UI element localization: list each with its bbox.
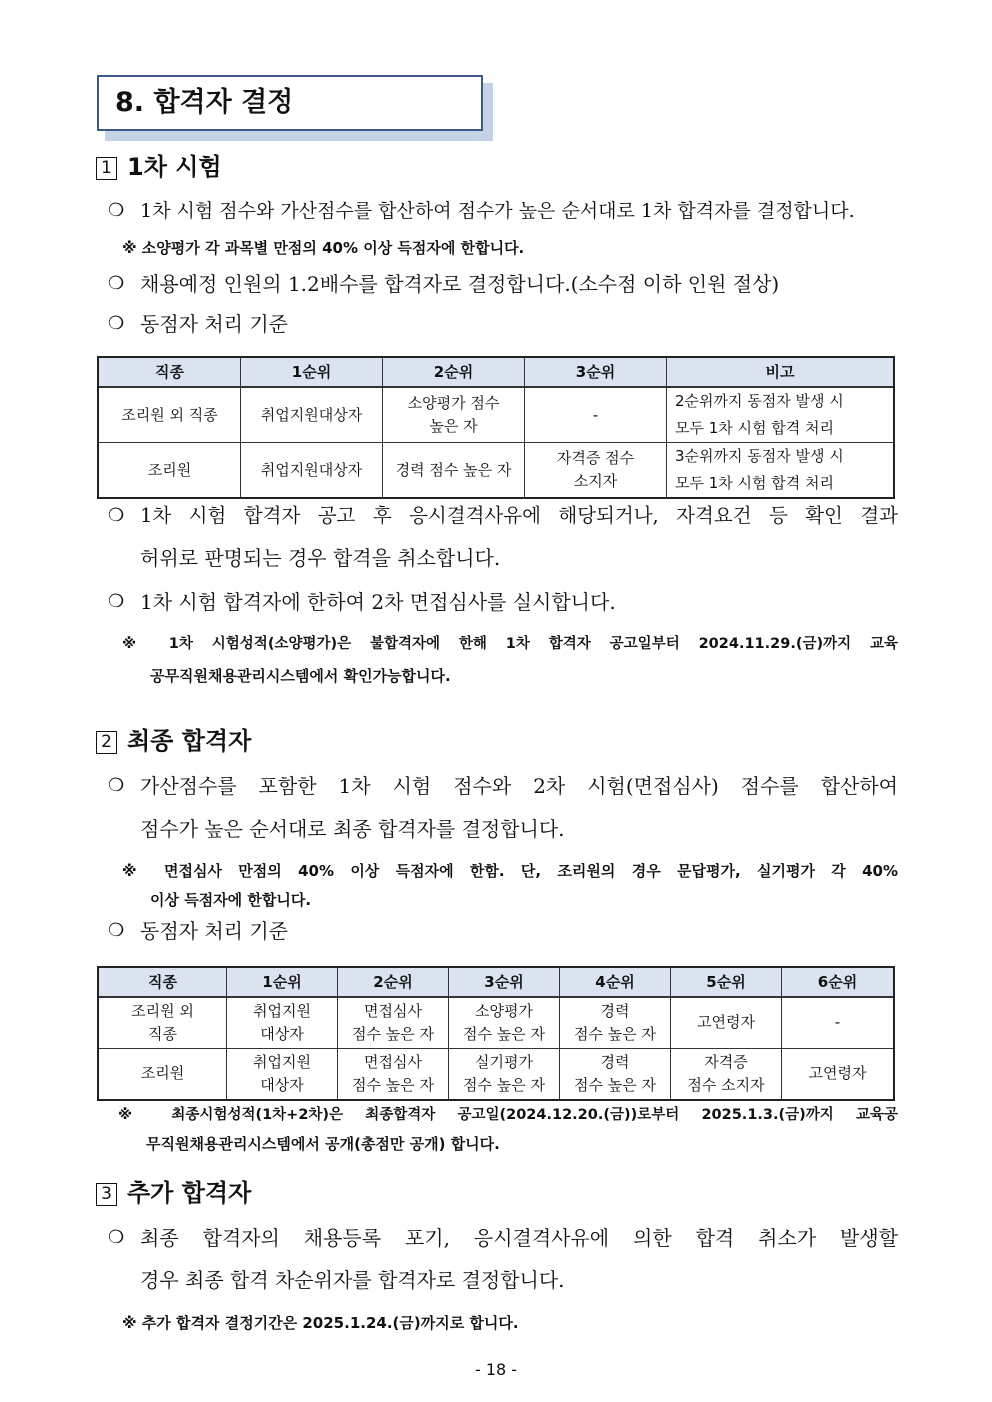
table-row <box>99 1048 894 1099</box>
table-header: 3순위 <box>449 968 560 998</box>
table-cell: - <box>525 387 667 443</box>
cell-line: 대상자 <box>260 1024 304 1043</box>
note: ※ 1차 시험성적(소양평가)은 불합격자에 한해 1차 합격자 공고일부터 2024.11.29.(금)까지 교육 <box>122 636 898 652</box>
bullet-text: 경우 최종 합격 차순위자를 합격자로 결정합니다. <box>140 1268 565 1292</box>
bullet-text: 점수가 높은 순서대로 최종 합격자를 결정합니다. <box>140 817 565 841</box>
note-continuation: 이상 득점자에 한합니다. <box>150 891 312 909</box>
table-cell <box>525 443 667 498</box>
subsection-heading-1 <box>96 152 222 182</box>
table-header: 5순위 <box>671 968 782 998</box>
cell-line: 자격증 점수 <box>556 449 635 467</box>
note: ※ 추가 합격자 결정기간은 2025.1.24.(금)까지로 합니다. <box>122 1314 519 1332</box>
table-cell <box>667 443 894 498</box>
bullet-mark: ❍ <box>108 200 125 221</box>
table-cell: 취업지원대상자 <box>241 443 383 498</box>
table-cell: 취업지원대상자 <box>241 387 383 443</box>
bullet-text: 채용예정 인원의 1.2배수를 합격자로 결정합니다.(소수점 이하 인원 절상) <box>140 272 780 296</box>
table-header: 6순위 <box>782 968 894 998</box>
table-cell <box>449 997 560 1048</box>
bullet-mark: ❍ <box>108 591 125 612</box>
cell-line: 자격증 <box>704 1052 748 1071</box>
table-cell <box>227 1048 338 1099</box>
table-cell: 경력 점수 높은 자 <box>383 443 525 498</box>
cell-line: 3순위까지 동점자 발생 시 <box>675 447 844 465</box>
subsection-number: 1 <box>96 157 117 180</box>
bullet-mark: ❍ <box>108 273 125 294</box>
cell-line: 높은 자 <box>429 417 478 435</box>
bullet-text: 1차 시험 합격자에 한하여 2차 면접심사를 실시합니다. <box>140 590 616 614</box>
cell-line: 실기평가 <box>475 1052 533 1071</box>
cell-line: 점수 높은 자 <box>352 1024 434 1043</box>
cell-line: 소양평가 <box>475 1001 533 1020</box>
table-header: 2순위 <box>383 358 525 388</box>
table-header: 4순위 <box>560 968 671 998</box>
cell-line: 조리원 외 <box>131 1001 194 1020</box>
table-row <box>99 997 894 1048</box>
table-cell: 조리원 <box>99 443 241 498</box>
table-cell: 조리원 <box>99 1048 227 1099</box>
bullet-mark: ❍ <box>108 920 125 941</box>
table-cell: 고연령자 <box>782 1048 894 1099</box>
cell-line: 점수 소지자 <box>687 1075 765 1094</box>
cell-line: 대상자 <box>260 1075 304 1094</box>
table-header: 3순위 <box>525 358 667 388</box>
page-number: - 18 - <box>474 1360 518 1379</box>
table-row <box>99 443 894 498</box>
table-cell <box>667 387 894 443</box>
bullet-text: 최종 합격자의 채용등록 포기, 응시결격사유에 의한 합격 취소가 발생할 <box>140 1226 898 1250</box>
table-header-row <box>99 968 894 998</box>
cell-line: 모두 1차 시험 합격 처리 <box>675 419 835 437</box>
table-header: 비고 <box>667 358 894 388</box>
table-cell <box>338 997 449 1048</box>
table-header: 직종 <box>99 968 227 998</box>
tiebreak-table-1 <box>98 357 894 498</box>
subsection-title: 1차 시험 <box>127 153 222 181</box>
table-cell: 고연령자 <box>671 997 782 1048</box>
table-cell: 조리원 외 직종 <box>99 387 241 443</box>
cell-line: 직종 <box>148 1024 177 1043</box>
note-continuation: 공무직원채용관리시스템에서 확인가능합니다. <box>150 667 451 685</box>
cell-line: 경력 <box>600 1052 630 1071</box>
cell-line: 점수 높은 자 <box>463 1075 545 1094</box>
note: ※ 소양평가 각 과목별 만점의 40% 이상 득점자에 한합니다. <box>122 239 525 257</box>
note: ※ 면접심사 만점의 40% 이상 득점자에 한함. 단, 조리원의 경우 문답평가, 실기평가 각 40% <box>122 862 898 880</box>
cell-line: 점수 높은 자 <box>463 1024 545 1043</box>
cell-line: 경력 <box>600 1001 630 1020</box>
cell-line: 면접심사 <box>364 1052 422 1071</box>
bullet-text: 1차 시험 점수와 가산점수를 합산하여 점수가 높은 순서대로 1차 합격자를 결정합니다. <box>140 200 855 222</box>
table-header: 직종 <box>99 358 241 388</box>
cell-line: 점수 높은 자 <box>352 1075 434 1094</box>
cell-line: 취업지원 <box>253 1001 311 1020</box>
section-title-box <box>97 75 489 137</box>
table-cell: - <box>782 997 894 1048</box>
cell-line: 소지자 <box>573 472 618 490</box>
table-row <box>99 387 894 443</box>
subsection-heading-3 <box>96 1178 251 1208</box>
cell-line: 2순위까지 동점자 발생 시 <box>675 392 844 410</box>
cell-line: 점수 높은 자 <box>574 1024 656 1043</box>
table-header: 1순위 <box>227 968 338 998</box>
bullet-mark: ❍ <box>108 505 125 526</box>
bullet-text: 허위로 판명되는 경우 합격을 취소합니다. <box>140 546 501 570</box>
table-cell <box>560 1048 671 1099</box>
table-header: 2순위 <box>338 968 449 998</box>
table-cell <box>338 1048 449 1099</box>
table-cell <box>227 997 338 1048</box>
subsection-title: 추가 합격자 <box>127 1179 252 1207</box>
subsection-heading-2 <box>96 726 251 756</box>
bullet-text: 1차 시험 합격자 공고 후 응시결격사유에 해당되거나, 자격요건 등 확인 결과 <box>140 504 898 527</box>
tiebreak-table-2 <box>98 967 894 1100</box>
table-cell <box>383 387 525 443</box>
cell-line: 면접심사 <box>364 1001 422 1020</box>
table-cell <box>671 1048 782 1099</box>
table-header: 1순위 <box>241 358 383 388</box>
table-header-row <box>99 358 894 388</box>
section-title: 8. 합격자 결정 <box>97 75 483 131</box>
bullet-mark: ❍ <box>108 313 125 334</box>
bullet-mark: ❍ <box>108 1227 125 1248</box>
cell-line: 모두 1차 시험 합격 처리 <box>675 474 835 492</box>
bullet-text: 동점자 처리 기준 <box>140 919 288 943</box>
bullet-text: 가산점수를 포함한 1차 시험 점수와 2차 시험(면접심사) 점수를 합산하여 <box>140 774 898 798</box>
subsection-title: 최종 합격자 <box>127 727 252 755</box>
cell-line: 소양평가 점수 <box>407 394 500 412</box>
note-continuation: 무직원채용관리시스템에서 공개(총점만 공개) 합니다. <box>146 1135 500 1153</box>
table-cell <box>99 997 227 1048</box>
table-cell <box>449 1048 560 1099</box>
table-cell <box>560 997 671 1048</box>
cell-line: 점수 높은 자 <box>574 1075 656 1094</box>
bullet-text: 동점자 처리 기준 <box>140 312 288 336</box>
subsection-number: 3 <box>96 1183 117 1206</box>
note: ※ 최종시험성적(1차+2차)은 최종합격자 공고일(2024.12.20.(금))로부터 2025.1.3.(금)까지 교육공 <box>118 1107 898 1123</box>
bullet-mark: ❍ <box>108 775 125 796</box>
subsection-number: 2 <box>96 731 117 754</box>
cell-line: 취업지원 <box>253 1052 311 1071</box>
